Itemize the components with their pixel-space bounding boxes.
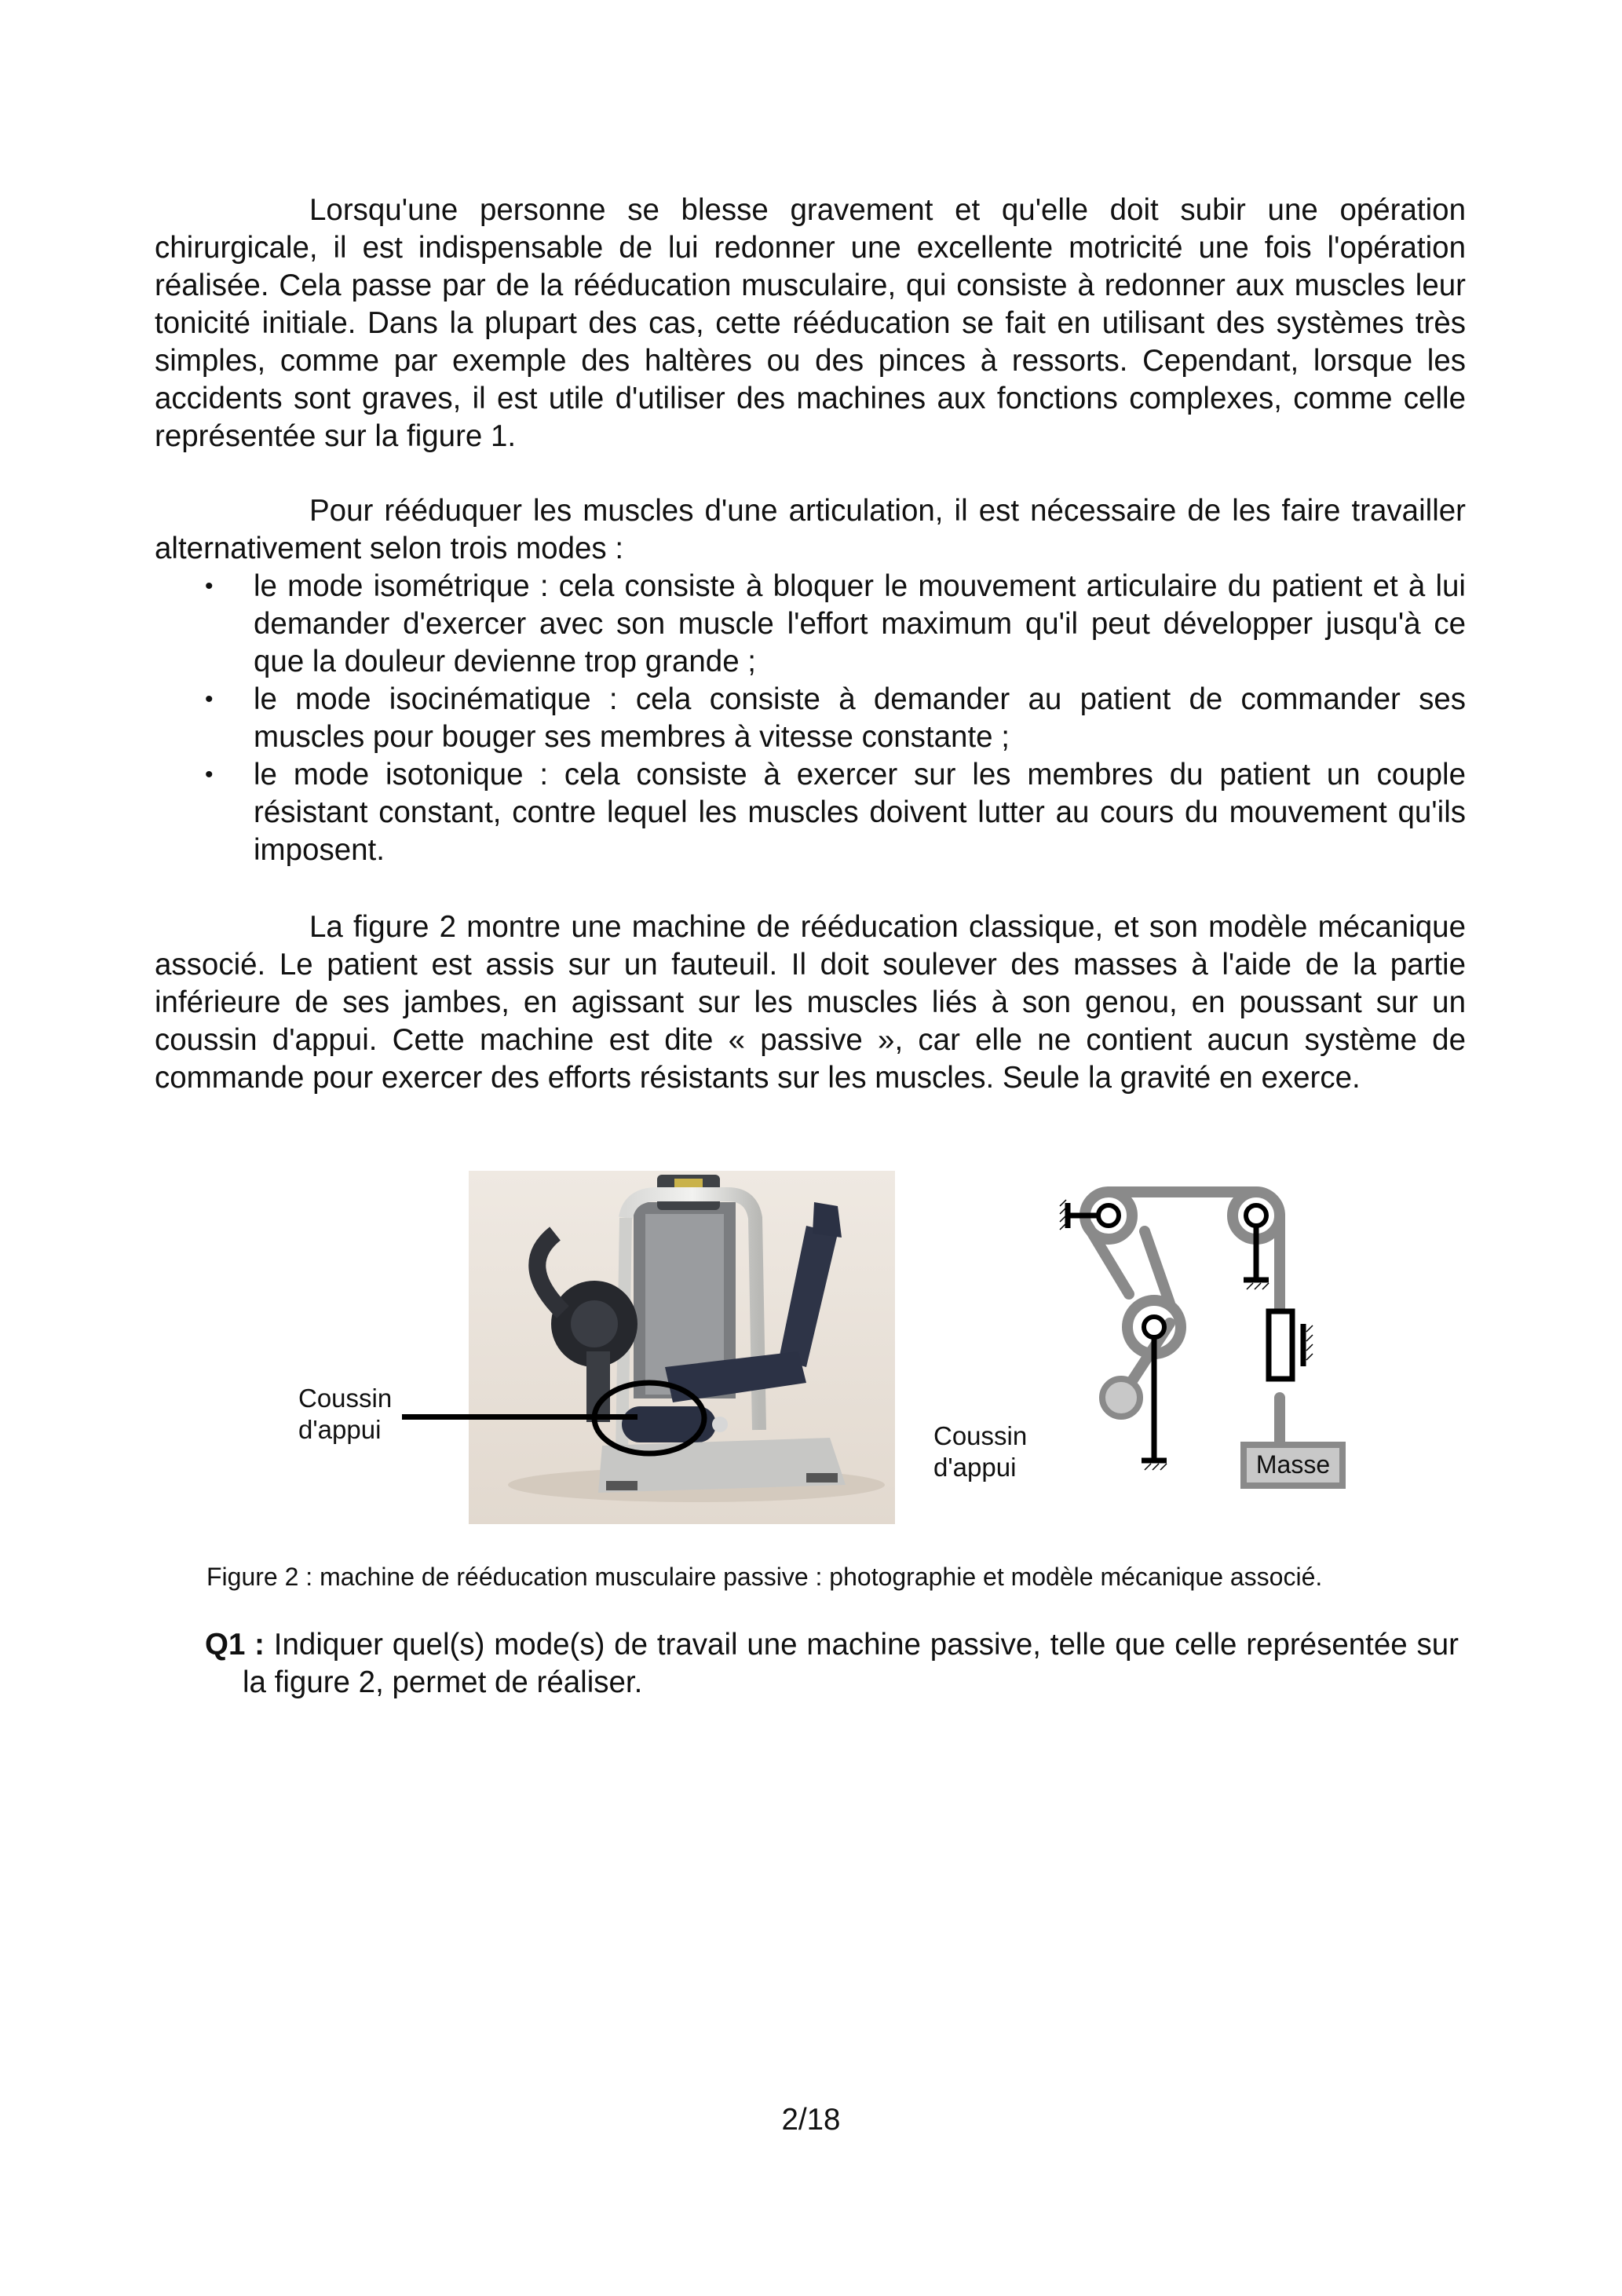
intro-paragraph <box>155 192 1466 455</box>
schema-label-coussin: Coussin d'appui <box>933 1421 1028 1482</box>
machine-photo <box>469 1171 895 1524</box>
modes-section <box>155 492 1466 869</box>
bullet-icon: • <box>205 573 214 599</box>
mass-label: Masse <box>1255 1450 1331 1479</box>
page-number: 2/18 <box>781 2103 841 2137</box>
figure-caption: Figure 2 : machine de rééducation musculaire passive : photographie et modèle mécanique associé. <box>206 1563 1323 1591</box>
question-q1 <box>205 1626 1459 1702</box>
paragraph-machine-description: La figure 2 montre une machine de rééducation classique, et son modèle mécanique associé. Le patient est assis sur un fauteuil. Il doit soulever des masses à l'aide de la partie inférieure de ses jambes, en agissant sur les muscles liés à son genou, en poussant sur un coussin d'appui. Cette machine est dite « passive », car elle ne contient aucun système de commande pour exercer des efforts résistants sur les muscles. Seule la gravité en exerce. <box>155 910 1466 1095</box>
pad-circle <box>1102 1379 1140 1417</box>
bullet-icon: • <box>205 762 214 788</box>
photo-label-coussin: Coussin d'appui <box>298 1384 393 1444</box>
modes-list <box>155 568 1466 869</box>
pivot-top-right <box>1246 1205 1266 1226</box>
pivot-knee <box>1144 1317 1164 1337</box>
paragraph-rehabilitation-context: Lorsqu'une personne se blesse gravement et qu'elle doit subir une opération chirurgicale, il est indispensable de lui redonner une excellente motricité une fois l'opération réalisée. Cela passe par de la rééducation musculaire, qui consiste à redonner aux muscles leur tonicité initiale. Dans la plupart des cas, cette rééducation se fait en utilisant des systèmes très simples, comme par exemple des haltères ou des pinces à ressorts. Cependant, lorsque les accidents sont graves, il est utile d'utiliser des machines aux fonctions complexes, comme celle représentée sur la figure 1. <box>155 193 1466 453</box>
machine-description <box>155 909 1466 1097</box>
pivot-top-left <box>1098 1205 1119 1226</box>
question-text: Q1 : Indiquer quel(s) mode(s) de travail une machine passive, telle que celle représentée sur la figure 2, permet de réaliser. <box>205 1628 1459 1699</box>
mass-slider <box>1269 1311 1292 1379</box>
question-number: Q1 : <box>205 1628 265 1662</box>
list-item-isometric: • le mode isométrique : cela consiste à bloquer le mouvement articulaire du patient et à lui demander d'exercer avec son muscle l'effort maximum qu'il peut développer jusqu'à ce que la douleur devienne trop grande ; <box>205 569 1466 678</box>
paragraph-modes-intro: Pour rééduquer les muscles d'une articulation, il est nécessaire de les faire travailler alternativement selon trois modes : <box>155 494 1466 565</box>
label-leader-line <box>402 1414 637 1420</box>
list-item-isotonic: • le mode isotonique : cela consiste à exercer sur les membres du patient un couple résistant constant, contre lequel les muscles doivent lutter au cours du mouvement qu'ils imposent. <box>205 758 1466 867</box>
list-item-isocinematic: • le mode isocinématique : cela consiste à demander au patient de commander ses muscles pour bouger ses membres à vitesse constante ; <box>205 682 1466 754</box>
bullet-icon: • <box>205 686 214 712</box>
